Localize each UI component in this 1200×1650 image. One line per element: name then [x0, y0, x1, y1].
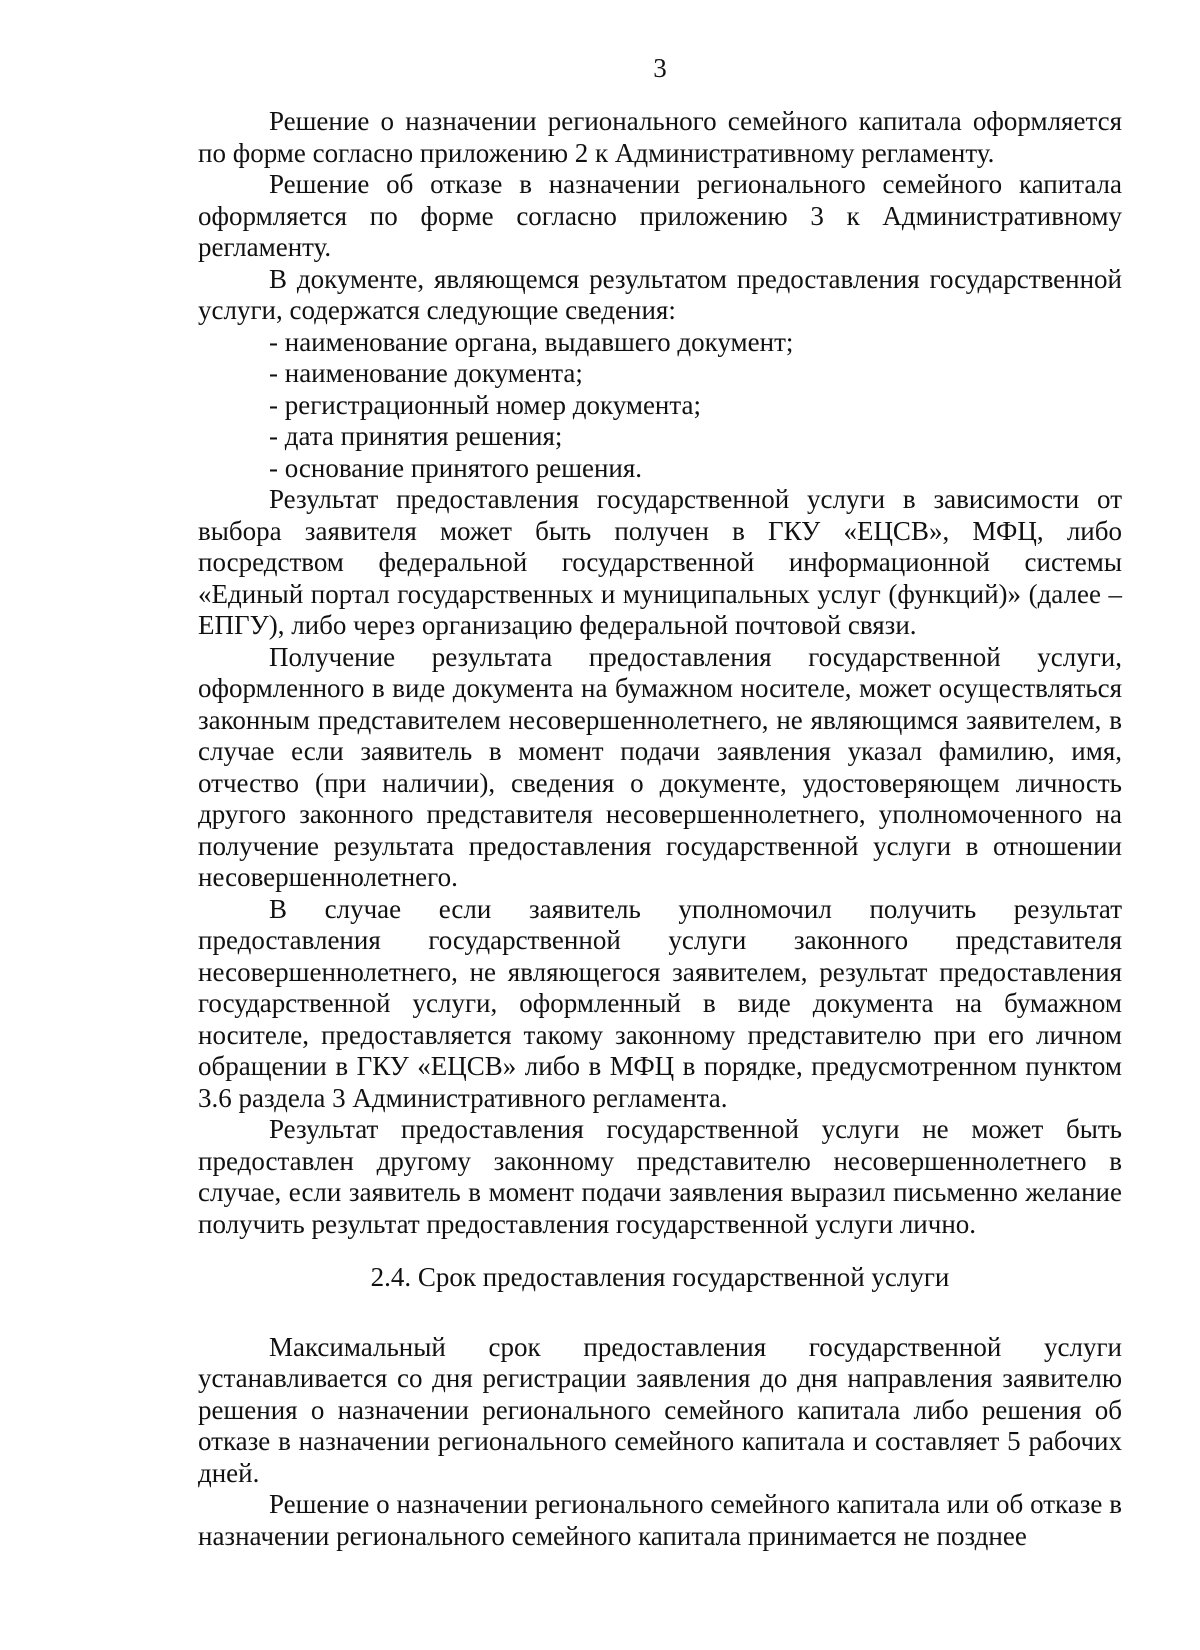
- list-item: - наименование органа, выдавшего документ;: [269, 326, 794, 357]
- section-heading: 2.4. Срок предоставления государственной услуги: [370, 1262, 950, 1292]
- paragraph-legal-representative: Получение результата предоставления государственной услуги, оформленного в виде документа на бумажном носителе, может осуществляться законным представителем несовершеннолетнего, не являющимся заявителем, в случае если заявитель в момент подачи заявления указал фамилию, имя, отчество (при наличии), сведения о документе, удостоверяющем личность другого законного представителя несовершеннолетнего, уполномоченного на получение результата предоставления государственной услуги в отношении несовершеннолетнего.: [198, 641, 1122, 892]
- document-body: [198, 106, 1122, 1552]
- list-item: - дата принятия решения;: [269, 421, 563, 451]
- paragraph-personal-receipt: Результат предоставления государственной услуги не может быть предоставлен другому законному представителю несовершеннолетнего в случае, если заявитель в момент подачи заявления выразил письменно желание получить результат предоставления государственной услуги лично.: [198, 1114, 1122, 1239]
- paragraph-max-term: Максимальный срок предоставления государственной услуги устанавливается со дня регистрации заявления до дня направления заявителю решения о назначении регионального семейного капитала либо решения об отказе в назначении регионального семейного капитала и составляет 5 рабочих дней.: [198, 1331, 1122, 1488]
- list-item: - основание принятого решения.: [269, 452, 643, 483]
- paragraph-decision-form: Решение о назначении регионального семейного капитала оформляется по форме согласно приложению 2 к Административному регламенту.: [198, 106, 1122, 168]
- page-number: 3: [653, 53, 667, 83]
- list-item: - регистрационный номер документа;: [269, 389, 701, 420]
- paragraph-result-channels: Результат предоставления государственной услуги в зависимости от выбора заявителя может быть получен в ГКУ «ЕЦСВ», МФЦ, либо посредством федеральной государственной информационной системы «Единый портал государственных и муниципальных услуг (функций)» (далее – ЕПГУ), либо через организацию федеральной почтовой связи.: [198, 484, 1122, 640]
- paragraph-refusal-form: Решение об отказе в назначении регионального семейного капитала оформляется по форме согласно приложению 3 к Административному регламенту.: [198, 169, 1122, 262]
- paragraph-decision-deadline: Решение о назначении регионального семейного капитала или об отказе в назначении регионального семейного капитала принимается не позднее: [198, 1489, 1122, 1551]
- paragraph-authorized-representative: В случае если заявитель уполномочил получить результат предоставления государственной услуги законного представителя несовершеннолетнего, не являющегося заявителем, результат предоставления государственной услуги, оформленный в виде документа на бумажном носителе, предоставляется такому законному представителю при его личном обращении в ГКУ «ЕЦСВ» либо в МФЦ в порядке, предусмотренном пунктом 3.6 раздела 3 Административного регламента.: [198, 893, 1122, 1113]
- paragraph-document-contents: В документе, являющемся результатом предоставления государственной услуги, содержатся следующие сведения:: [198, 263, 1122, 325]
- list-item: - наименование документа;: [269, 358, 583, 388]
